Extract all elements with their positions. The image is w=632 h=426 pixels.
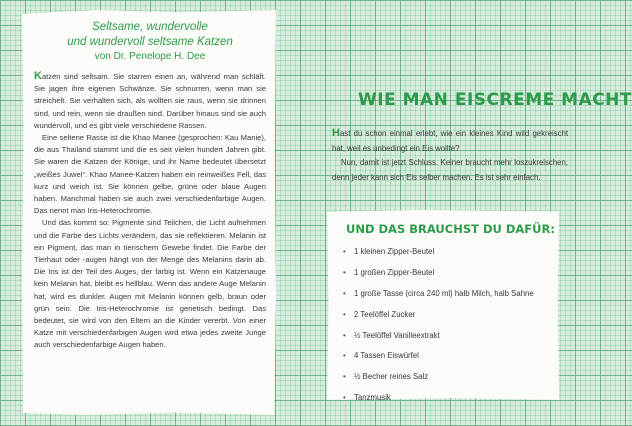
story-paragraph: Eine seltene Rasse ist die Khao Manee (gesprochen: Kau Manie), die aus Thailand stammt und die es seit vielen hundert Jahren gibt. Sie waren die Katzen der Könige, und ihr Name bedeutet übersetzt „weißes Juwel“. Khao Manee-Katzen haben ein reinweißes Fell, das kurz und weich ist. Sie können gelbe, grüne oder blaue Augen haben. Manchmal haben sie auch zwei verschiedenfarbige Augen. Das nennt man Iris-Heterochromie.: [34, 133, 266, 216]
story-paragraph: Und das kommt so: Pigmente sind Teilchen, die Licht aufnehmen und die Farbe des Lichts verändern, das sie reflektieren. Melanin ist ein Pigment, das man in tierischem Gewebe findet. Die Farbe der Tierhaut oder -augen hängt von der Menge des Melanins darin ab. Die Iris ist der Teil des Auges, der farbig ist. Wenn ein Katzenauge kein Melanin hat, bleibt es hellblau. Wenn das andere Auge Melanin hat, wird es dunkler. Augen mit Melanin können gelb, braun oder grün sein. Die Iris-Heterochromie ist genetisch bedingt. Das bedeutet, sie wird von den Eltern an die Kinder vererbt. Von einer Katze mit verschiedenfarbigen Augen wird etwa jedes zweite Junge auch verschiedenfarbige Augen haben.: [34, 218, 266, 350]
recipe-dropcap: H: [332, 127, 340, 139]
story-author: von Dr. Penelope H. Dee: [94, 51, 206, 62]
ingredient-item: • ½ Becher reines Salz: [342, 371, 542, 383]
ingredient-item: • 2 Teelöffel Zucker: [342, 309, 542, 321]
story-title-line2: und wundervoll seltsame Katzen: [67, 36, 233, 48]
ingredient-item: • 1 großen Zipper-Beutel: [342, 267, 542, 279]
story-title-block: [30, 20, 270, 64]
recipe-intro-paragraph: Nun, damit ist jetzt Schluss. Keiner braucht mehr loszukreischen, denn jeder kann sich Eis selber machen. Es ist sehr einfach.: [332, 158, 568, 182]
story-dropcap: K: [34, 70, 42, 82]
ingredient-item: • 1 große Tasse (circa 240 ml) halb Milch, halb Sahne: [342, 288, 542, 300]
story-body: [34, 70, 266, 352]
ingredient-item: • ½ Teelöffel Vanilleextrakt: [342, 330, 542, 342]
story-title-line1: Seltsame, wundervolle: [92, 21, 208, 33]
recipe-intro-text: ast du schon einmal erlebt, wie ein kleines Kind wild gekreischt hat, weil es unbedingt ein Eis wollte?: [332, 129, 568, 153]
ingredient-item: • 4 Tassen Eiswürfel: [342, 350, 542, 362]
ingredient-item: • 1 kleinen Zipper-Beutel: [342, 246, 542, 258]
story-paragraph-text: atzen sind seltsam. Sie starren einen an, während man schläft. Sie jagen ihre eigenen Schwänze. Sie schnurren, wenn man sie streichelt. Sie verhalten sich, als wollten sie raus, wenn sie drinnen sind, und rein, wenn sie draußen sind. Darüber hinaus sind sie auch wundervoll, und es gibt viele verschiedene Rassen.: [34, 72, 266, 130]
recipe-intro-paragraph: [332, 126, 568, 156]
story-paragraph: [34, 70, 266, 132]
recipe-intro: [332, 126, 568, 185]
ingredients-list: [342, 246, 542, 413]
ingredients-heading: UND DAS BRAUCHST DU DAFÜR:: [346, 222, 555, 236]
recipe-heading: WIE MAN EISCREME MACHT: [358, 90, 632, 110]
ingredient-item: • Tanzmusik: [342, 392, 542, 404]
